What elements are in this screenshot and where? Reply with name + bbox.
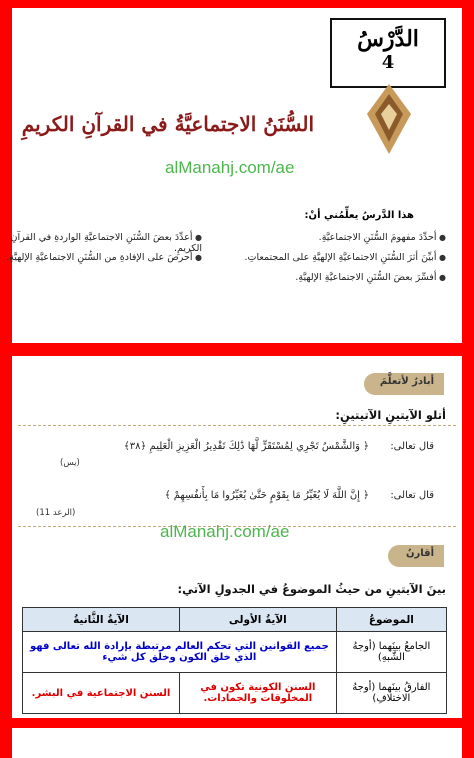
row1-topic: الجامعُ بينَهما (أوجهُ الشَّبهِ) xyxy=(336,632,446,673)
comparison-table xyxy=(22,607,447,714)
table-header-topic: الموضوعُ xyxy=(336,608,446,632)
lesson-word: الدَّرْسُ xyxy=(357,26,419,52)
verse-2-source: (الرعد 11) xyxy=(36,508,76,518)
watermark-2: alManahj.com/ae xyxy=(160,522,290,541)
verse-2-prefix: قال تعالى: xyxy=(390,490,434,501)
ornament-icon xyxy=(359,84,419,154)
section-tag-initiate: أبادرُ لأتعلَّمَ xyxy=(364,373,444,395)
page-title: السُّنَنُ الاجتماعيَّةُ في القرآنِ الكريمِ xyxy=(21,112,314,136)
verse-1-prefix: قال تعالى: xyxy=(390,441,434,452)
row2-topic: الفارقُ بينَهما (أوجهُ الاختلافِ) xyxy=(336,673,446,714)
table-row xyxy=(23,673,447,714)
table-header-verse1: الآيةُ الأولى xyxy=(179,608,336,632)
objective-3: ● أفسِّرَ بعضَ السُّنَنِ الاجتماعيَّةِ الإلهيَّةِ. xyxy=(295,272,446,283)
instruction-recite: أتلو الآيتينِ الآتيتينِ: xyxy=(335,408,446,422)
verse-1-text: ﴿ وَالشَّمْسُ تَجْرِي لِمُسْتَقَرٍّ لَّهَا ذَٰلِكَ تَقْدِيرُ الْعَزِيزِ الْعَلِيمِ ﴿٣٨﴾ xyxy=(123,441,369,452)
objectives-intro: هذا الدَّرسُ يعلِّمُني أنْ: xyxy=(304,210,414,221)
objective-5: ● أحرصَ على الإفادةِ من السُّنَنِ الاجتماعيَّةِ الإلهيَّةِ. xyxy=(6,252,202,263)
objective-1: ● أحدِّدَ مفهومَ السُّنَنِ الاجتماعيَّةِ. xyxy=(319,232,446,243)
lesson-badge xyxy=(330,18,446,88)
watermark: alManahj.com/ae xyxy=(165,158,295,177)
row2-verse2-answer: السنن الاجتماعية في البشر. xyxy=(23,673,180,714)
table-header-row xyxy=(23,608,447,632)
table-row xyxy=(23,632,447,673)
row2-verse1-answer: السنن الكونية تكون في المخلوقات والجمادات. xyxy=(179,673,336,714)
footer-panel xyxy=(12,728,462,758)
lesson-number: 4 xyxy=(381,52,395,73)
row1-answer: جميع القوانين التي تحكم العالم مرتبطة بإرادة الله تعالى فهو الذي خلق الكون وخلق كل شيء xyxy=(23,632,337,673)
verse-2-text: ﴿ إِنَّ اللَّهَ لَا يُغَيِّرُ مَا بِقَوْمٍ حَتَّىٰ يُغَيِّرُوا مَا بِأَنفُسِهِمْ ﴾ xyxy=(164,490,369,501)
instruction-compare: بينَ الآيتينِ من حيثُ الموضوعُ في الجدولِ الآتي: xyxy=(177,582,446,596)
verse-1-source: (يس) xyxy=(60,458,80,468)
table-header-verse2: الآيةُ الثَّانيةُ xyxy=(23,608,180,632)
objective-4: ● أعدِّدَ بعضَ السُّنَنِ الاجتماعيَّةِ الواردةِ في القرآنِ الكريمِ. xyxy=(0,232,202,254)
objective-2: ● أبيِّنَ أثرَ السُّنَنِ الاجتماعيَّةِ الإلهيَّةِ على المجتمعاتِ. xyxy=(245,252,446,263)
section-tag-compare: أقارنُ xyxy=(388,545,444,567)
